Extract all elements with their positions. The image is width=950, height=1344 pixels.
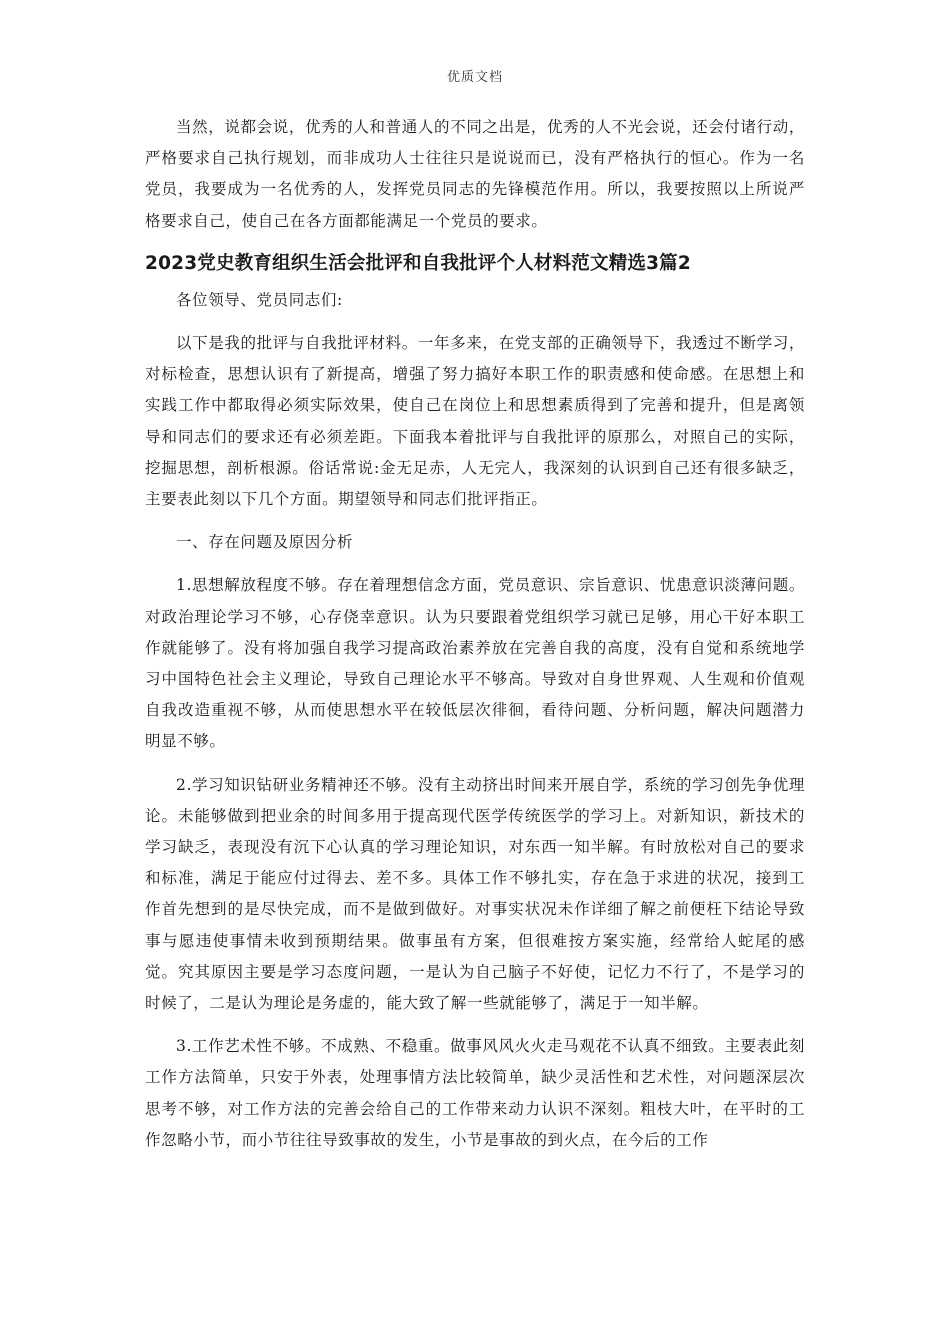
section-heading: 一、存在问题及原因分析: [176, 533, 354, 552]
page-header: 优质文档: [446, 70, 503, 85]
document-body: [145, 112, 805, 1168]
document-title: 2023党史教育组织生活会批评和自我批评个人材料范文精选3篇2: [145, 252, 691, 274]
salutation: 各位领导、党员同志们:: [176, 290, 343, 309]
body-paragraph: 3.工作艺术性不够。不成熟、不稳重。做事风风火火走马观花不认真不细致。主要表此刻工作方法简单，只安于外表，处理事情方法比较简单，缺少灵活性和艺术性，对问题深层次思考不够，对工作方法的完善会给自己的工作带来动力认识不深刻。粗枝大叶，在平时的工作忽略小节，而小节往往导致事故的发生，小节是事故的到火点，在今后的工作: [145, 1037, 805, 1149]
intro-paragraph: 当然，说都会说，优秀的人和普通人的不同之出是，优秀的人不光会说，还会付诸行动，严格要求自己执行规划，而非成功人士往往只是说说而已，没有严格执行的恒心。作为一名党员，我要成为一名优秀的人，发挥党员同志的先锋模范作用。所以，我要按照以上所说严格要求自己，使自己在各方面都能满足一个党员的要求。: [145, 118, 805, 230]
body-paragraph: 2.学习知识钻研业务精神还不够。没有主动挤出时间来开展自学，系统的学习创先争优理论。未能够做到把业余的时间多用于提高现代医学传统医学的学习上。对新知识，新技术的学习缺乏，表现没有沉下心认真的学习理论知识，对东西一知半解。有时放松对自己的要求和标准，满足于能应付过得去、差不多。具体工作不够扎实，存在急于求进的状况，接到工作首先想到的是尽快完成，而不是做到做好。对事实状况未作详细了解之前便枉下结论导致事与愿违使事情未收到预期结果。做事虽有方案，但很难按方案实施，经常给人蛇尾的感觉。究其原因主要是学习态度问题，一是认为自己脑子不好使，记忆力不行了，不是学习的时候了，二是认为理论是务虚的，能大致了解一些就能够了，满足于一知半解。: [145, 775, 805, 1013]
body-paragraph: 以下是我的批评与自我批评材料。一年多来，在党支部的正确领导下，我透过不断学习，对标检查，思想认识有了新提高，增强了努力搞好本职工作的职责感和使命感。在思想上和实践工作中都取得必须实际效果，使自己在岗位上和思想素质得到了完善和提升，但是离领导和同志们的要求还有必须差距。下面我本着批评与自我批评的原那么，对照自己的实际，挖掘思想，剖析根源。俗话常说:金无足赤，人无完人，我深刻的认识到自己还有很多缺乏，主要表此刻以下几个方面。期望领导和同志们批评指正。: [145, 334, 805, 509]
body-paragraph: 1.思想解放程度不够。存在着理想信念方面，党员意识、宗旨意识、忧患意识淡薄问题。对政治理论学习不够，心存侥幸意识。认为只要跟着党组织学习就已足够，用心干好本职工作就能够了。没有将加强自我学习提高政治素养放在完善自我的高度，没有自觉和系统地学习中国特色社会主义理论，导致自己理论水平不够高。导致对自身世界观、人生观和价值观自我改造重视不够，从而使思想水平在较低层次徘徊，看待问题、分析问题，解决问题潜力明显不够。: [145, 576, 805, 751]
